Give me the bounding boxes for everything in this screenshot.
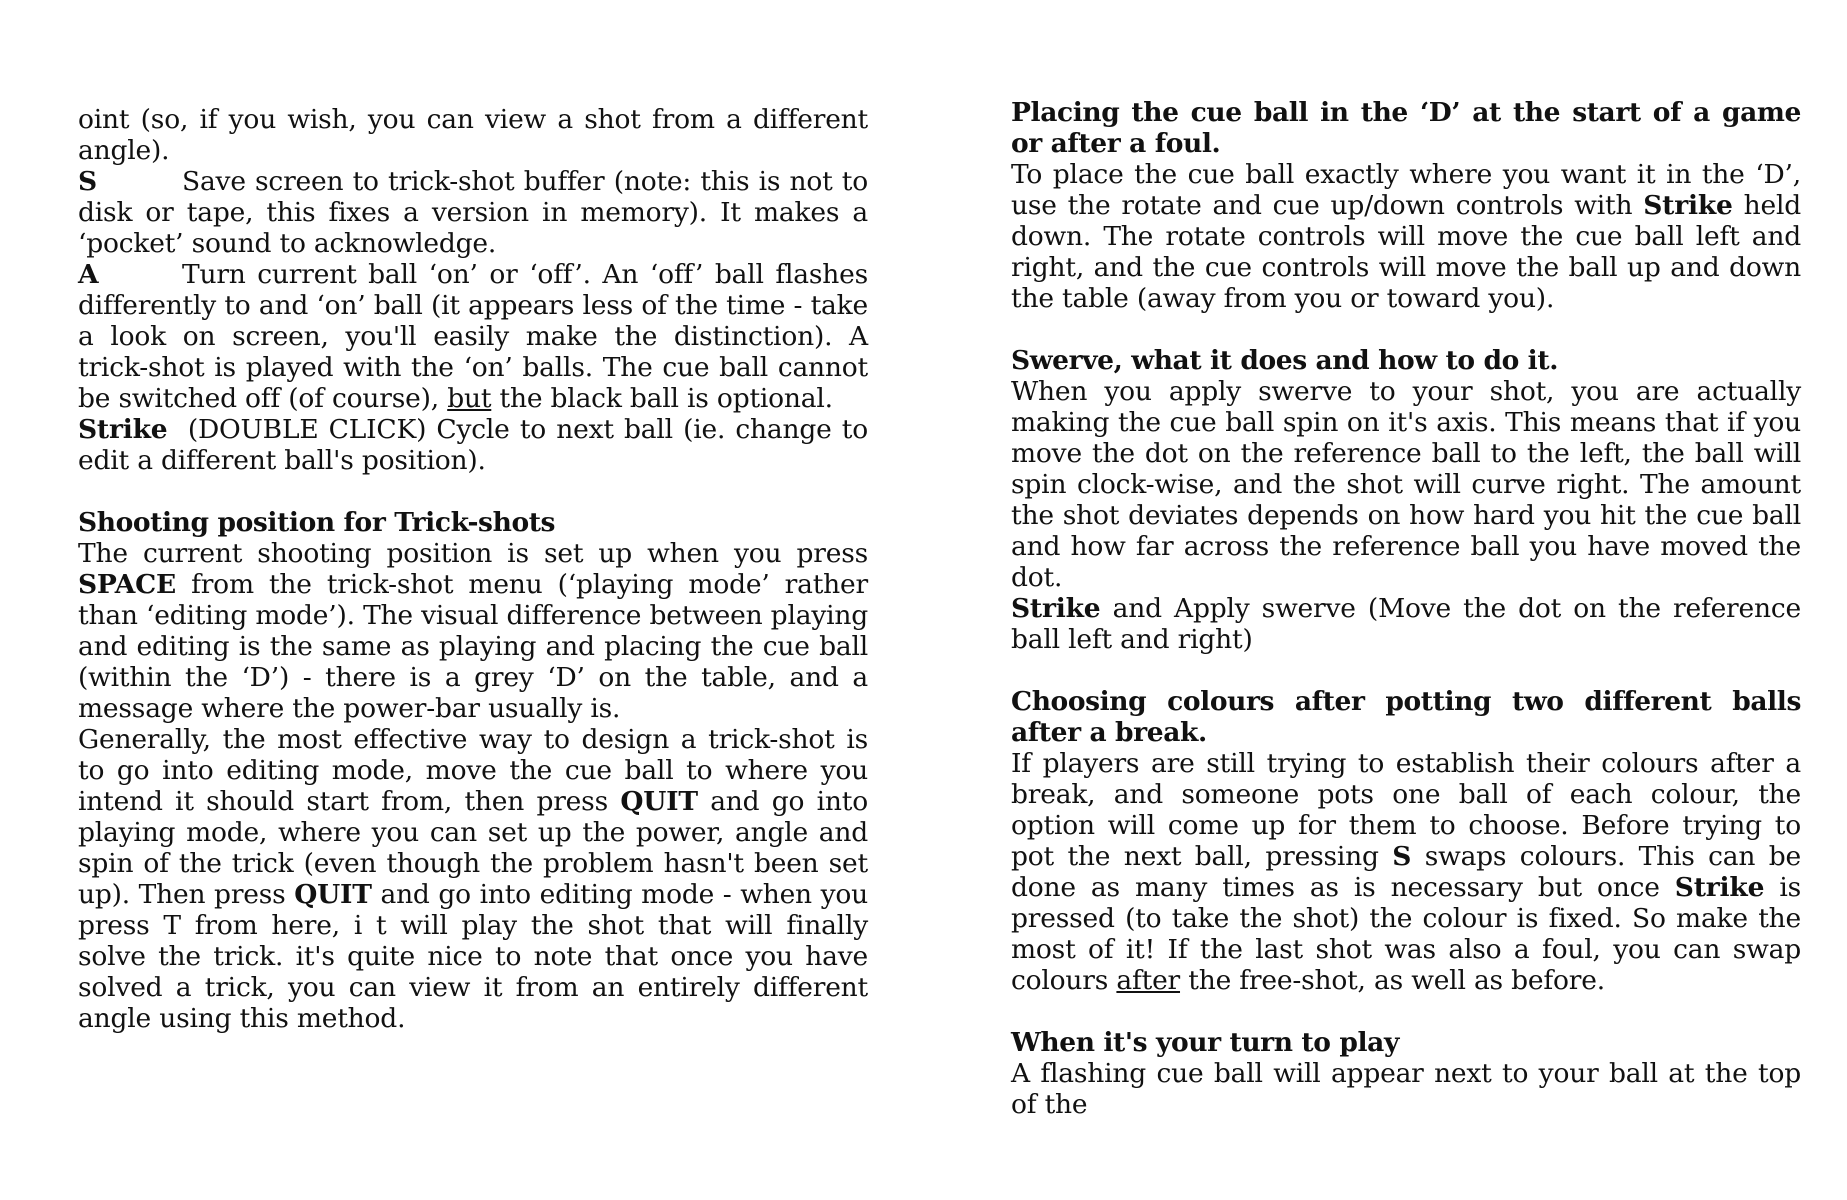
- left-page: [78, 104, 868, 1034]
- underlined-but: but: [447, 383, 492, 414]
- placing-strike-key: Strike: [1643, 190, 1733, 221]
- turn-paragraph: A flashing cue ball will appear next to your ball at the top of the: [1011, 1058, 1801, 1120]
- colours-text-a: If players are still trying to establish their colours after a break, and someone pots one ball of each colour, the option will come up for them to choose. Before trying to pot the next ball, pressing: [1011, 748, 1801, 872]
- trick-shots-paragraph-1: [78, 538, 868, 724]
- colours-text-d: the free-shot, as well as before.: [1188, 965, 1605, 996]
- a-key-description-end: the black ball is optional.: [499, 383, 833, 414]
- trick-p2-text-mid: and go into playing mode, where you can set up the power, angle and spin of the trick (even though the problem hasn't been set up). Then press: [78, 786, 868, 910]
- strike-key-description: (DOUBLE CLICK) Cycle to next ball (ie. change to edit a different ball's position).: [78, 414, 868, 476]
- colours-text-c: is pressed (to take the shot) the colour is fixed. So make the most of it! If the last shot was also a foul, you can swap colours: [1011, 872, 1801, 996]
- strike-key-label: Strike: [78, 414, 168, 445]
- strike-key-entry: [78, 414, 868, 476]
- colours-paragraph: [1011, 748, 1801, 996]
- right-page: [1011, 97, 1801, 1120]
- trick-p1-text: The current shooting position is set up when you press: [78, 538, 868, 569]
- colours-text-b: swaps colours. This can be done as many times as is necessary but once: [1011, 841, 1801, 903]
- s-key-label: S: [78, 166, 97, 197]
- colours-heading: Choosing colours after potting two different balls after a break.: [1011, 686, 1801, 748]
- quit-key-1: QUIT: [620, 786, 698, 817]
- s-key-entry: [78, 166, 868, 259]
- colours-s-key: S: [1392, 841, 1412, 872]
- trick-p1-text-end: from the trick-shot menu (‘playing mode’ rather than ‘editing mode’). The visual difference between playing and editing is the same as playing and placing the cue ball (within the ‘D’) - there is a grey ‘D’ on the table, and a message where the power-bar usually is.: [78, 569, 868, 724]
- colours-strike-key: Strike: [1674, 872, 1765, 903]
- swerve-strike-key: Strike: [1011, 593, 1101, 624]
- intro-text: oint (so, if you wish, you can view a shot from a different angle).: [78, 104, 868, 166]
- swerve-paragraph: When you apply swerve to your shot, you are actually making the cue ball spin on it's axis. This means that if you move the dot on the reference ball to the left, the ball will spin clock-wise, and the shot will curve right. The amount the shot deviates depends on how hard you hit the cue ball and how far across the reference ball you have moved the dot.: [1011, 376, 1801, 593]
- trick-p2-text-end: and go into editing mode - when you press T from here, i t will play the shot that will finally solve the trick. it's quite nice to note that once you have solved a trick, you can view it from an entirely different angle using this method.: [78, 879, 868, 1034]
- a-key-description: Turn current ball ‘on’ or ‘off’. An ‘off’ ball flashes differently to and ‘on’ ball (it appears less of the time - take a look on screen, you'll easily make the distinction). A trick-shot is played with the ‘on’ balls. The cue ball cannot be switched off (of course),: [78, 259, 868, 414]
- s-key-description: Save screen to trick-shot buffer (note: this is not to disk or tape, this fixes a version in memory). It makes a ‘pocket’ sound to acknowledge.: [78, 166, 868, 259]
- swerve-strike-text: and Apply swerve (Move the dot on the reference ball left and right): [1011, 593, 1801, 655]
- placing-text-end: held down. The rotate controls will move the cue ball left and right, and the cue controls will move the ball up and down the table (away from you or toward you).: [1011, 190, 1801, 314]
- placing-paragraph: [1011, 159, 1801, 314]
- trick-p2-text: Generally, the most effective way to design a trick-shot is to go into editing mode, move the cue ball to where you intend it should start from, then press: [78, 724, 868, 817]
- turn-heading: When it's your turn to play: [1011, 1027, 1399, 1058]
- quit-key-2: QUIT: [294, 879, 372, 910]
- a-key-label: A: [78, 259, 99, 290]
- a-key-entry: [78, 259, 868, 414]
- trick-shots-heading: Shooting position for Trick-shots: [78, 507, 556, 538]
- underlined-after: after: [1116, 965, 1181, 996]
- swerve-heading: Swerve, what it does and how to do it.: [1011, 345, 1559, 376]
- space-key: SPACE: [78, 569, 176, 600]
- swerve-strike-entry: [1011, 593, 1801, 655]
- placing-text: To place the cue ball exactly where you want it in the ‘D’, use the rotate and cue up/down controls with: [1011, 159, 1801, 221]
- placing-heading: Placing the cue ball in the ‘D’ at the start of a game or after a foul.: [1011, 97, 1801, 159]
- trick-shots-paragraph-2: [78, 724, 868, 1034]
